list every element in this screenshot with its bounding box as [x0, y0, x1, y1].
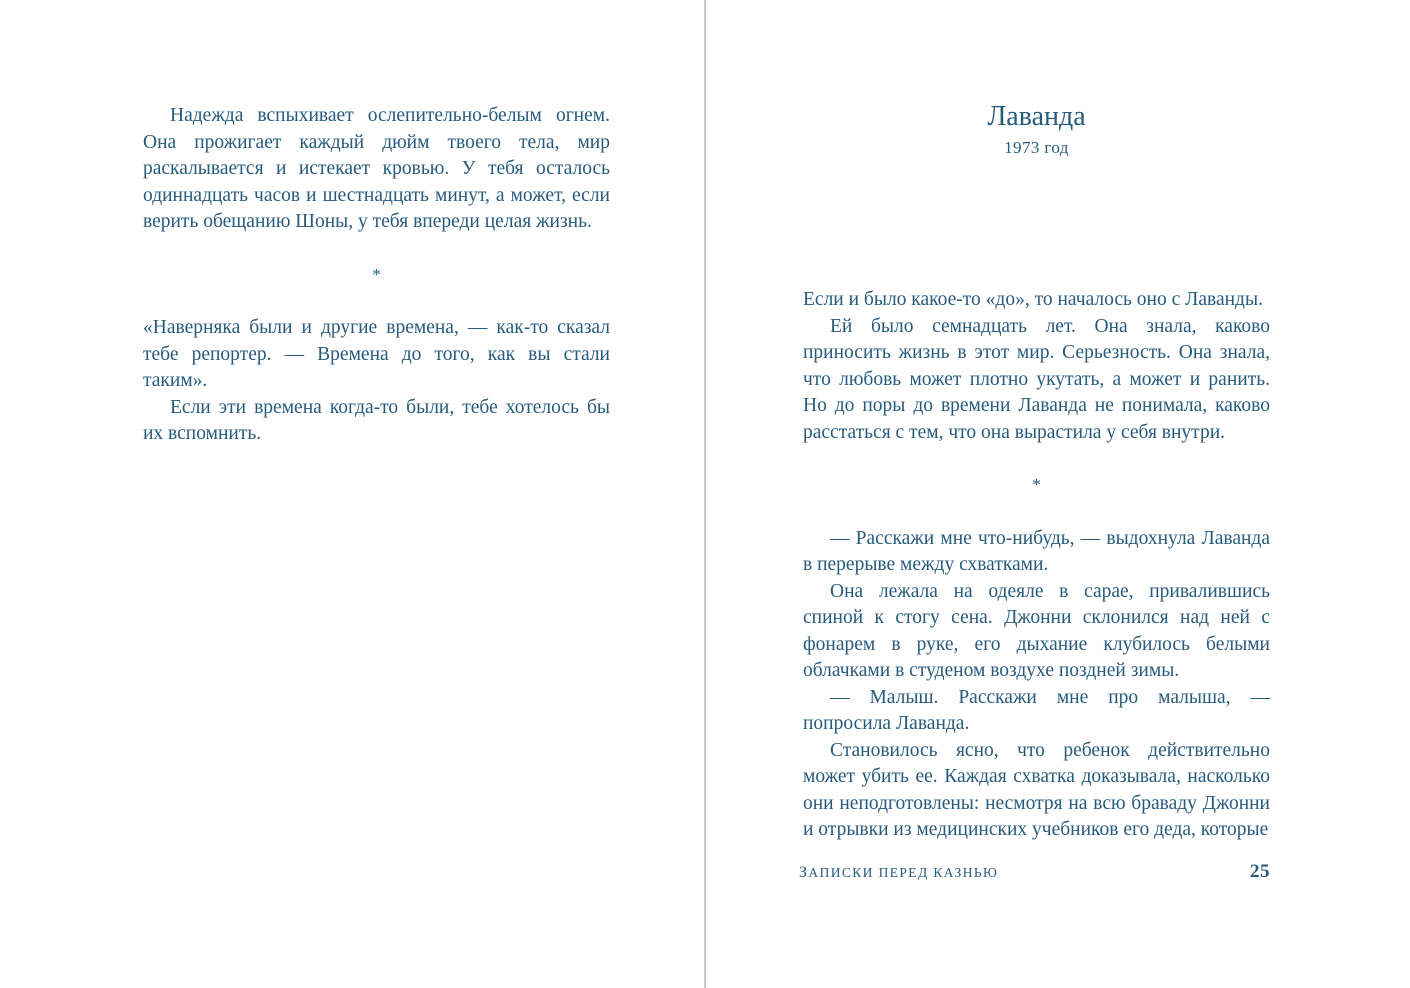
- body-paragraph: Если и было какое-то «до», то началось оно с Лаванды.: [803, 289, 1263, 310]
- right-page: [803, 287, 1270, 844]
- body-paragraph: Становилось ясно, что ребенок действительно может убить ее. Каждая схватка доказывала, насколько они неподготовлены: несмотря на всю браваду Джонни и отрывки из медицинских учебников его деда, которые: [803, 739, 1270, 840]
- body-paragraph: Надежда вспыхивает ослепительно-белым огнем. Она прожигает каждый дюйм твоего тела, мир раскалывается и истекает кровью. У тебя осталось одиннадцать часов и шестнадцать минут, а может, если верить обещанию Шоны, у тебя впереди целая жизнь.: [143, 105, 610, 232]
- chapter-title: Лаванда: [987, 101, 1086, 132]
- page-footer: [799, 861, 1270, 883]
- chapter-subtitle: 1973 год: [1004, 138, 1069, 157]
- section-separator: *: [1032, 475, 1041, 494]
- left-page: [143, 103, 610, 448]
- body-paragraph: Ей было семнадцать лет. Она знала, каково приносить жизнь в этот мир. Серьезность. Она знала, что любовь может плотно укутать, а может и ранить. Но до поры до времени Лаванда не понимала, каково расстаться с тем, что она вырастила у себя внутри.: [803, 315, 1270, 443]
- body-paragraph: Если эти времена когда-то были, тебе хотелось бы их вспомнить.: [143, 396, 610, 444]
- page-divider: [704, 0, 706, 988]
- body-paragraph: «Наверняка были и другие времена, — как-то сказал тебе репортер. — Времена до того, как вы стали таким».: [143, 317, 610, 391]
- section-separator: *: [372, 264, 381, 284]
- page-number: 25: [1250, 861, 1270, 882]
- body-paragraph: — Малыш. Расскажи мне про малыша, — попросила Лаванда.: [803, 686, 1270, 734]
- body-paragraph: Она лежала на одеяле в сарае, привалившись спиной к стогу сена. Джонни склонился над ней с фонарем в руке, его дыхание клубилось белыми облачками в студеном воздухе поздней зимы.: [803, 580, 1270, 681]
- chapter-header: [803, 100, 1270, 159]
- running-title: ЗАПИСКИ ПЕРЕД КАЗНЬЮ: [799, 864, 999, 881]
- body-paragraph: — Расскажи мне что-нибудь, — выдохнула Лаванда в перерыве между схватками.: [803, 527, 1270, 575]
